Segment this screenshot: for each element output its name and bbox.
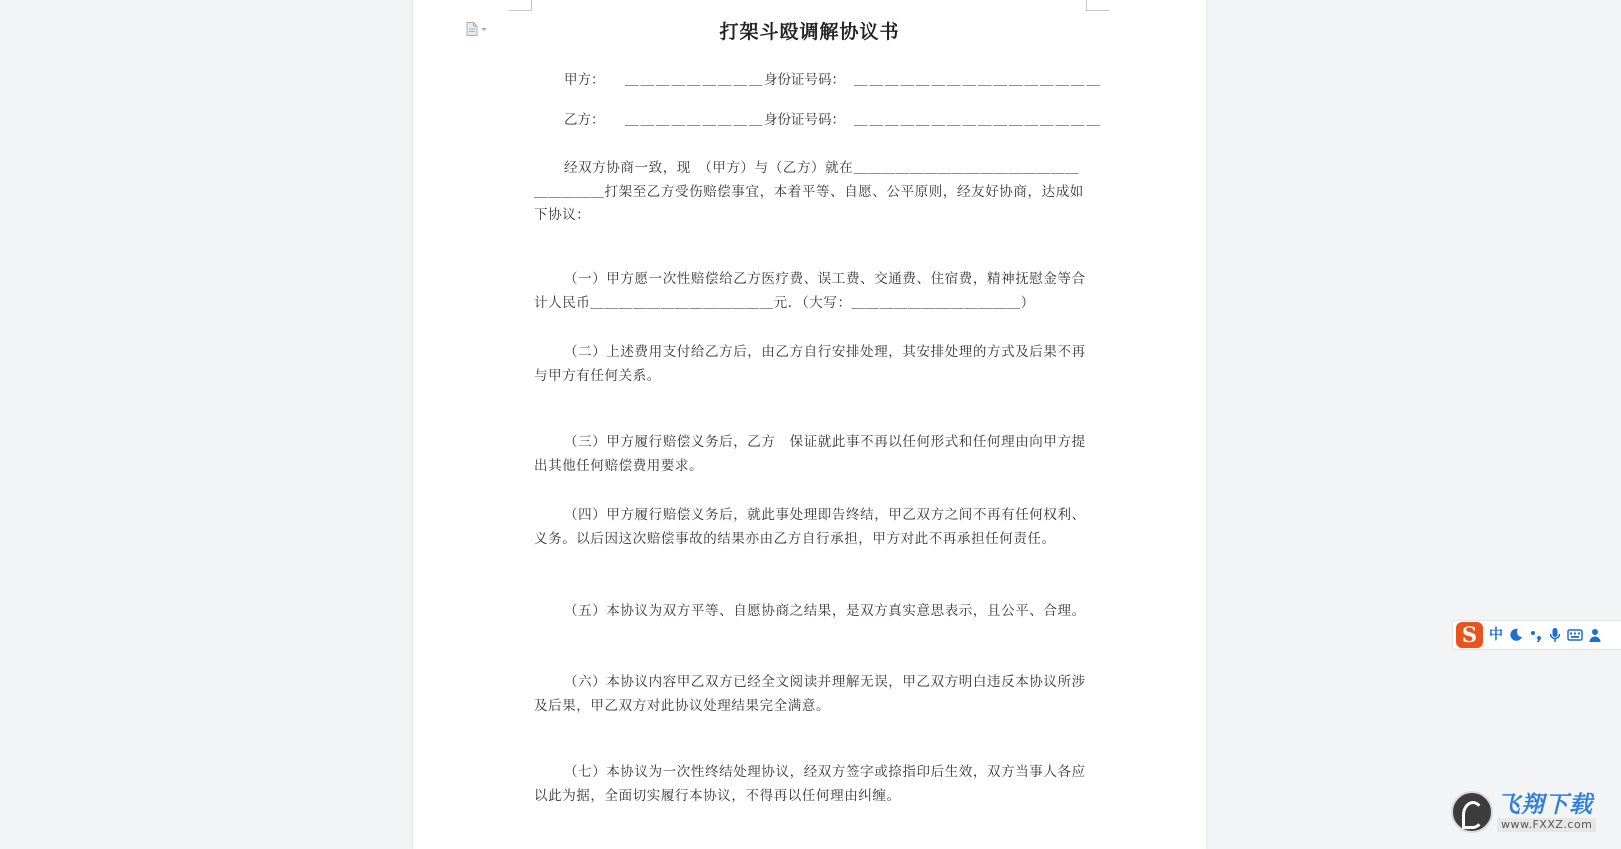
clause-paragraph-2: （二）上述费用支付给乙方后，由乙方自行安排处理，其安排处理的方式及后果不再与甲方有任何关系。 <box>534 344 1086 384</box>
clause-paragraph-3: （三）甲方履行赔偿义务后，乙方 保证就此事不再以任何形式和任何理由向甲方提出其他任何赔偿费用要求。 <box>534 434 1086 474</box>
punctuation-icon[interactable] <box>1529 628 1543 642</box>
clause-paragraph-5: （五）本协议为双方平等、自愿协商之结果，是双方真实意思表示，且公平、合理。 <box>564 603 1086 619</box>
watermark-brand: 飞翔下载 <box>1497 792 1593 818</box>
intro-paragraph: 经双方协商一致，现 （甲方）与（乙方）就在＿＿＿＿＿＿＿＿＿＿＿＿＿＿＿＿＿＿＿＿＿打架至乙方受伤赔偿事宜，本着平等、自愿、公平原则，经友好协商，达成如下协议： <box>534 160 1084 223</box>
watermark-site: www.FXXZ.com <box>1497 818 1596 832</box>
clause-paragraph-6: （六）本协议内容甲乙双方已经全文阅读并理解无误，甲乙双方明白违反本协议所涉及后果，甲乙双方对此协议处理结果完全满意。 <box>534 674 1086 714</box>
moon-icon[interactable] <box>1509 628 1523 642</box>
party-b-name-blank: ＿＿＿＿＿＿＿＿＿ <box>625 112 765 128</box>
clause-paragraph-4: （四）甲方履行赔偿义务后，就此事处理即告终结，甲乙双方之间不再有任何权利、义务。以后因这次赔偿事故的结果亦由乙方自行承担，甲方对此不再承担任何责任。 <box>534 507 1086 547</box>
party-b-id-label: 身份证号码： <box>764 112 845 128</box>
site-watermark <box>1451 790 1613 834</box>
party-a-id-label: 身份证号码： <box>764 72 845 88</box>
keyboard-icon[interactable] <box>1567 628 1583 642</box>
ime-language-toggle[interactable]: 中 <box>1489 627 1503 643</box>
party-a-label: 甲方： <box>564 72 605 88</box>
document-title: 打架斗殴调解协议书 <box>719 21 900 43</box>
party-a-name-blank: ＿＿＿＿＿＿＿＿＿ <box>625 72 765 88</box>
party-b-label: 乙方： <box>564 112 605 128</box>
clause-paragraph-7: （七）本协议为一次性终结处理协议，经双方签字或捺指印后生效，双方当事人各应以此为据，全面切实履行本协议，不得再以任何理由纠缠。 <box>534 764 1086 804</box>
party-a-id-blank: ＿＿＿＿＿＿＿＿＿＿＿＿＿＿＿＿ <box>854 72 1102 88</box>
microphone-icon[interactable] <box>1549 627 1561 643</box>
margin-corner-left <box>509 0 532 11</box>
watermark-logo-icon <box>1451 791 1493 833</box>
document-page <box>413 0 1206 849</box>
clause-paragraph-1: （一）甲方愿一次性赔偿给乙方医疗费、误工费、交通费、住宿费，精神抚慰金等合计人民币＿＿＿＿＿＿＿＿＿＿＿＿＿元．（大写：＿＿＿＿＿＿＿＿＿＿＿＿） <box>534 271 1086 311</box>
margin-corner-right <box>1086 0 1109 11</box>
ime-toolbar <box>1452 620 1621 650</box>
party-b-id-blank: ＿＿＿＿＿＿＿＿＿＿＿＿＿＿＿＿ <box>854 112 1102 128</box>
watermark-text <box>1497 792 1596 832</box>
sogou-logo-icon[interactable]: S <box>1456 622 1483 648</box>
user-icon[interactable] <box>1589 628 1601 642</box>
